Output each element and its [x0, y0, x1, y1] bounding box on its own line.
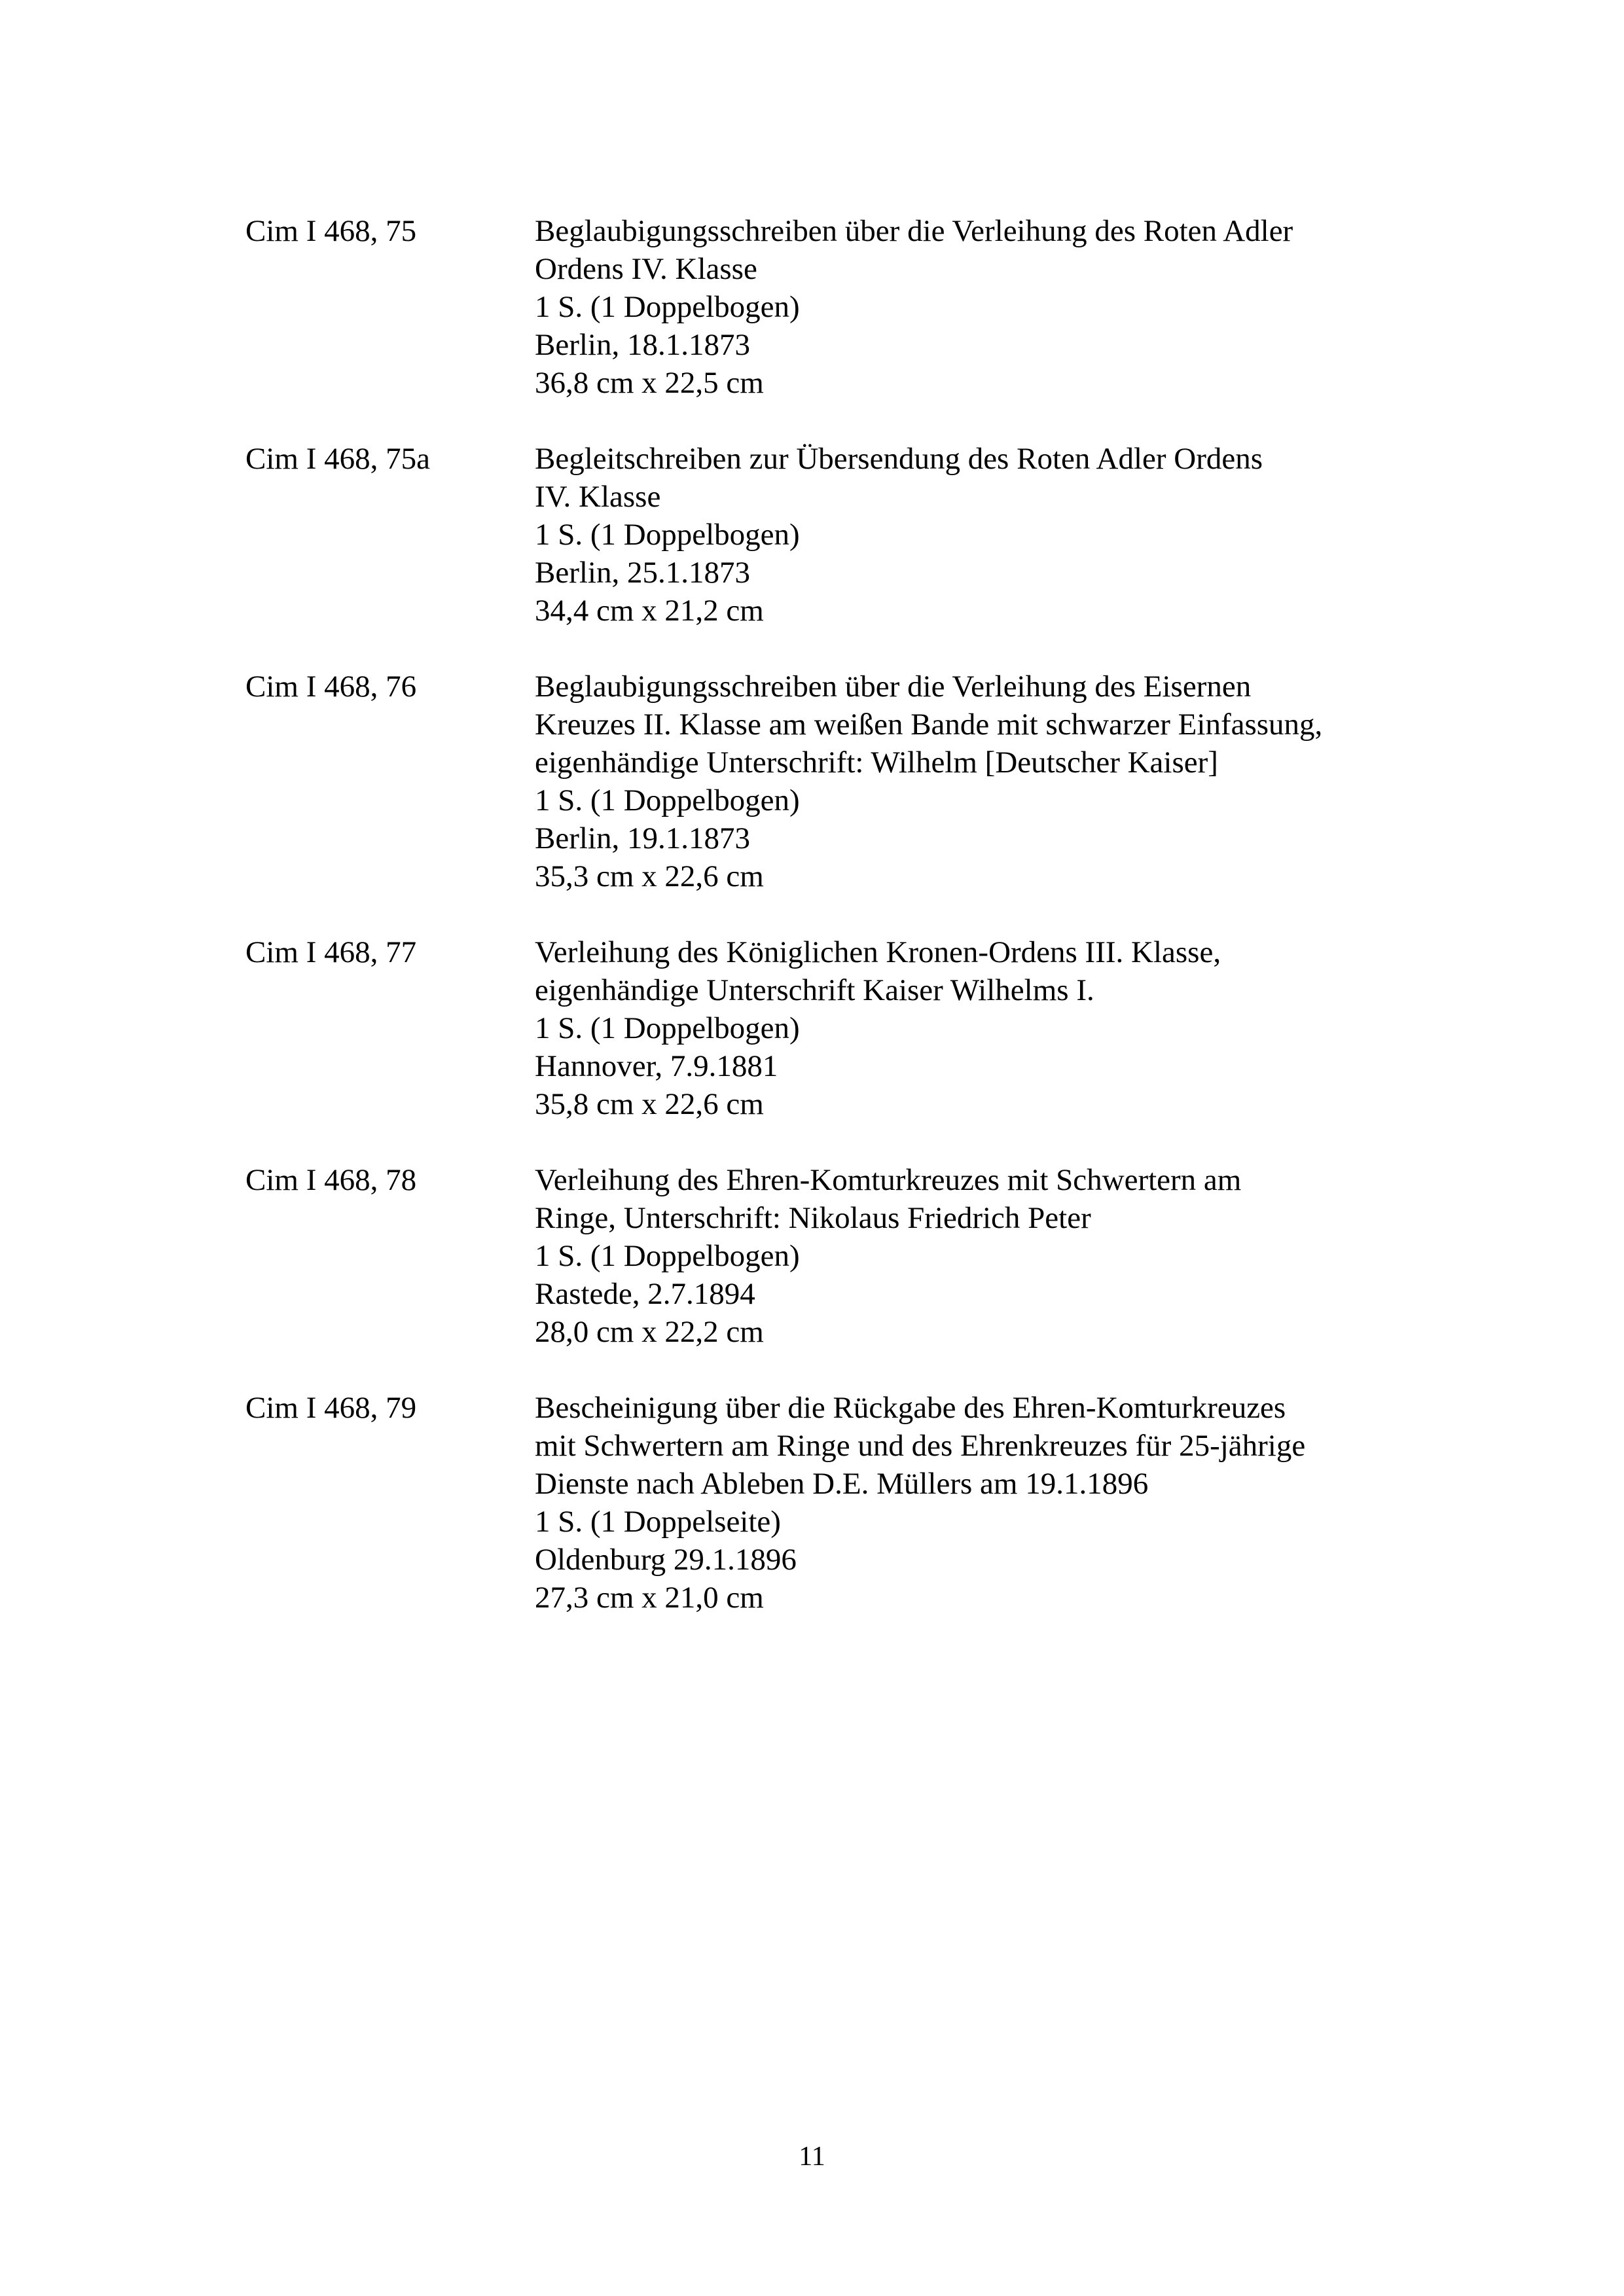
entry-extent: 1 S. (1 Doppelbogen): [535, 518, 800, 552]
entry-dimensions: 36,8 cm x 22,5 cm: [535, 366, 764, 400]
shelfmark: Cim I 468, 77: [245, 935, 417, 969]
entry-details: [535, 1161, 1424, 1351]
entry-dimensions: 35,8 cm x 22,6 cm: [535, 1087, 764, 1121]
entry-details: [535, 933, 1424, 1123]
shelfmark: Cim I 468, 78: [245, 1163, 417, 1197]
shelfmark: Cim I 468, 75: [245, 214, 417, 248]
shelfmark: Cim I 468, 79: [245, 1391, 417, 1425]
catalog-entry-76: [245, 668, 1424, 895]
shelfmark: Cim I 468, 75a: [245, 442, 430, 476]
entry-place-date: Rastede, 2.7.1894: [535, 1277, 755, 1311]
entry-place-date: Berlin, 19.1.1873: [535, 821, 750, 855]
entry-details: [535, 668, 1424, 895]
catalog-entry-77: [245, 933, 1424, 1123]
entry-dimensions: 35,3 cm x 22,6 cm: [535, 859, 764, 893]
catalog-entries: [245, 212, 1424, 1655]
entry-title-line: Verleihung des Königlichen Kronen-Ordens III. Klasse,: [535, 935, 1221, 969]
entry-place-date: Berlin, 25.1.1873: [535, 556, 750, 590]
entry-title-line: Bescheinigung über die Rückgabe des Ehren-Komturkreuzes: [535, 1391, 1286, 1425]
entry-details: [535, 212, 1424, 402]
catalog-entry-78: [245, 1161, 1424, 1351]
entry-title-line: eigenhändige Unterschrift Kaiser Wilhelms I.: [535, 973, 1094, 1007]
entry-dimensions: 27,3 cm x 21,0 cm: [535, 1581, 764, 1615]
entry-title-line: mit Schwertern am Ringe und des Ehrenkreuzes für 25-jährige: [535, 1429, 1306, 1463]
entry-title-line: eigenhändige Unterschrift: Wilhelm [Deutscher Kaiser]: [535, 745, 1218, 780]
entry-title-line: Ordens IV. Klasse: [535, 252, 757, 286]
entry-extent: 1 S. (1 Doppelbogen): [535, 1011, 800, 1045]
entry-dimensions: 34,4 cm x 21,2 cm: [535, 594, 764, 628]
page-number: 11: [799, 2142, 825, 2172]
entry-title-line: Beglaubigungsschreiben über die Verleihung des Eisernen: [535, 670, 1252, 704]
entry-details: [535, 1389, 1424, 1617]
entry-dimensions: 28,0 cm x 22,2 cm: [535, 1315, 764, 1349]
entry-title-line: IV. Klasse: [535, 480, 661, 514]
entry-title-line: Verleihung des Ehren-Komturkreuzes mit Schwertern am: [535, 1163, 1242, 1197]
catalog-entry-75: [245, 212, 1424, 402]
entry-title-line: Ringe, Unterschrift: Nikolaus Friedrich Peter: [535, 1201, 1091, 1235]
entry-place-date: Hannover, 7.9.1881: [535, 1049, 778, 1083]
catalog-entry-75a: [245, 440, 1424, 630]
entry-title-line: Beglaubigungsschreiben über die Verleihung des Roten Adler: [535, 214, 1293, 248]
entry-extent: 1 S. (1 Doppelbogen): [535, 1239, 800, 1273]
catalog-entry-79: [245, 1389, 1424, 1617]
entry-title-line: Kreuzes II. Klasse am weißen Bande mit schwarzer Einfassung,: [535, 708, 1323, 742]
entry-place-date: Oldenburg 29.1.1896: [535, 1543, 797, 1577]
entry-title-line: Begleitschreiben zur Übersendung des Roten Adler Ordens: [535, 442, 1263, 476]
entry-place-date: Berlin, 18.1.1873: [535, 328, 750, 362]
entry-title-line: Dienste nach Ableben D.E. Müllers am 19.1.1896: [535, 1467, 1149, 1501]
shelfmark: Cim I 468, 76: [245, 670, 417, 704]
entry-extent: 1 S. (1 Doppelseite): [535, 1505, 781, 1539]
entry-extent: 1 S. (1 Doppelbogen): [535, 783, 800, 817]
entry-extent: 1 S. (1 Doppelbogen): [535, 290, 800, 324]
entry-details: [535, 440, 1424, 630]
